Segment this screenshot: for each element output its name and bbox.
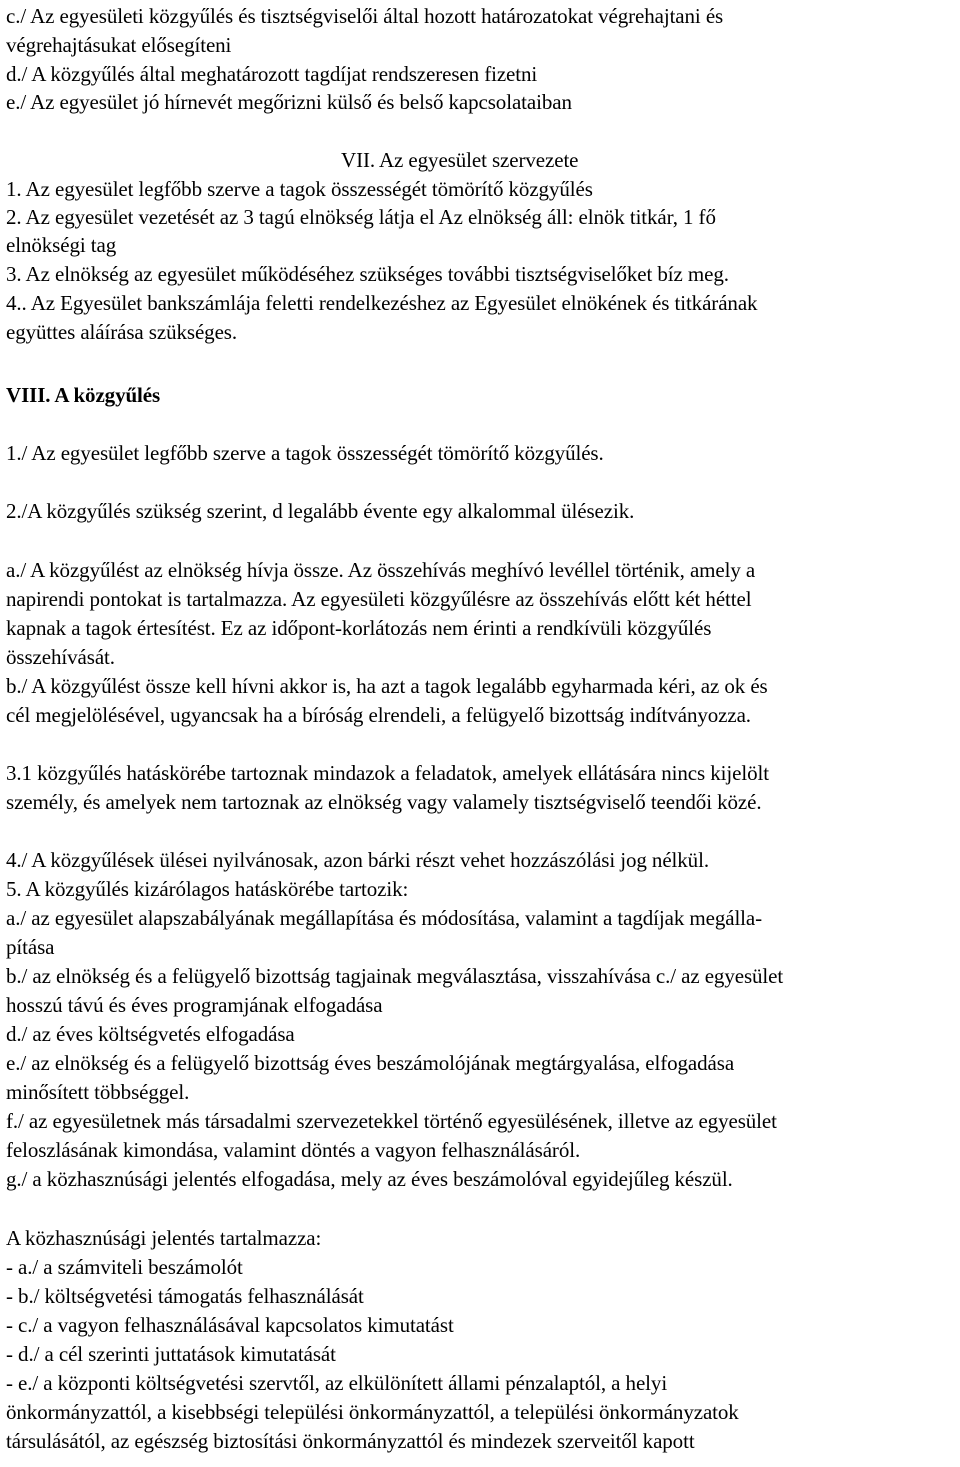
text-line: együttes aláírása szükséges. — [6, 320, 238, 344]
text-line: A közhasznúsági jelentés tartalmazza: — [6, 1226, 322, 1250]
text-line: g./ a közhasznúsági jelentés elfogadása, mely az éves beszámolóval egyidejűleg készül. — [6, 1167, 733, 1191]
text-line: hosszú távú és éves programjának elfogadása — [6, 993, 383, 1017]
text-line: a./ A közgyűlést az elnökség hívja össze. Az összehívás meghívó levéllel történik, amely a — [6, 558, 756, 582]
text-line: társulásától, az egészség biztosítási önkormányzattól és mindezek szervеitől kapott — [6, 1429, 695, 1453]
text-line: c./ Az egyesületi közgyűlés és tisztségviselői által hozott határozatokat végrehajtani és — [6, 4, 724, 28]
text-line: b./ az elnökség és a felügyelő bizottság tagjainak megválasztása, visszahívása c./ az egyesület — [6, 964, 784, 988]
text-line: 2. Az egyesület vezetését az 3 tagú elnökség látja el Az elnökség áll: elnök titkár, 1 fő — [6, 205, 716, 229]
text-line: 5. A közgyűlés kizárólagos hatáskörébe tartozik: — [6, 877, 409, 901]
text-line: 3.1 közgyűlés hatáskörébe tartoznak mindazok a feladatok, amelyek ellátására nincs kijelölt — [6, 761, 769, 785]
text-line: 3. Az elnökség az egyesület működéséhez szükséges további tisztségviselőket bíz meg. — [6, 262, 729, 286]
text-line: pítása — [6, 935, 55, 959]
list-item: - a./ a számviteli beszámolót — [6, 1255, 243, 1279]
text-line: személy, és amelyek nem tartoznak az elnökség vagy valamely tisztségviselő teendői közé. — [6, 790, 762, 814]
section-heading-viii: VIII. A közgyűlés — [6, 383, 161, 407]
text-line: 1./ Az egyesület legfőbb szerve a tagok összességét tömörítő közgyűlés. — [6, 441, 604, 465]
text-line: elnökségi tag — [6, 233, 117, 257]
text-line: d./ A közgyűlés által meghatározott tagdíjat rendszeresen fizetni — [6, 62, 538, 86]
text-line: d./ az éves költségvetés elfogadása — [6, 1022, 295, 1046]
text-line: kapnak a tagok értesítést. Ez az időpont-korlátozás nem érinti a rendkívüli közgyűlés — [6, 616, 712, 640]
list-item: - e./ a központi költségvetési szervtől, az elkülönített állami pénzalaptól, a helyi — [6, 1371, 668, 1395]
text-line: 4./ A közgyűlések ülései nyilvánosak, azon bárki részt vehet hozzászólási jog nélkül. — [6, 848, 709, 872]
text-line: 4.. Az Egyesület bankszámlája feletti rendelkezéshez az Egyesület elnökének és titkárának — [6, 291, 758, 315]
text-line: napirendi pontokat is tartalmazza. Az egyesületi közgyűlésre az összehívás előtt két héttel — [6, 587, 752, 611]
list-item: - b./ költségvetési támogatás felhasználását — [6, 1284, 364, 1308]
text-line: e./ az elnökség és a felügyelő bizottság éves beszámolójának megtárgyalása, elfogadása — [6, 1051, 735, 1075]
text-line: b./ A közgyűlést össze kell hívni akkor is, ha azt a tagok legalább egyharmada kéri, az ok és — [6, 674, 768, 698]
text-line: f./ az egyesületnek más társadalmi szervezetekkel történő egyesülésének, illetve az egyesület — [6, 1109, 777, 1133]
text-line: cél megjelölésével, ugyancsak ha a bíróság elrendeli, a felügyelő bizottság indítványozza. — [6, 703, 751, 727]
section-heading-vii: VII. Az egyesület szervezete — [341, 148, 579, 172]
list-item: - d./ a cél szerinti juttatások kimutatását — [6, 1342, 336, 1366]
text-line: önkormányzattól, a kisebbségi települési önkormányzattól, a települési önkormányzatok — [6, 1400, 739, 1424]
text-line: végrehajtásukat elősegíteni — [6, 33, 232, 57]
text-line: e./ Az egyesület jó hírnevét megőrizni külső és belső kapcsolataiban — [6, 90, 572, 114]
text-line: összehívását. — [6, 645, 115, 669]
text-line: 2./A közgyűlés szükség szerint, d legalább évente egy alkalommal ülésezik. — [6, 499, 635, 523]
text-line: minősített többséggel. — [6, 1080, 190, 1104]
list-item: - c./ a vagyon felhasználásával kapcsolatos kimutatást — [6, 1313, 454, 1337]
text-line: a./ az egyesület alapszabályának megállapítása és módosítása, valamint a tagdíjak megálla- — [6, 906, 763, 930]
text-line: 1. Az egyesület legfőbb szerve a tagok összességét tömörítő közgyűlés — [6, 177, 593, 201]
text-line: feloszlásának kimondása, valamint döntés a vagyon felhasználásáról. — [6, 1138, 581, 1162]
